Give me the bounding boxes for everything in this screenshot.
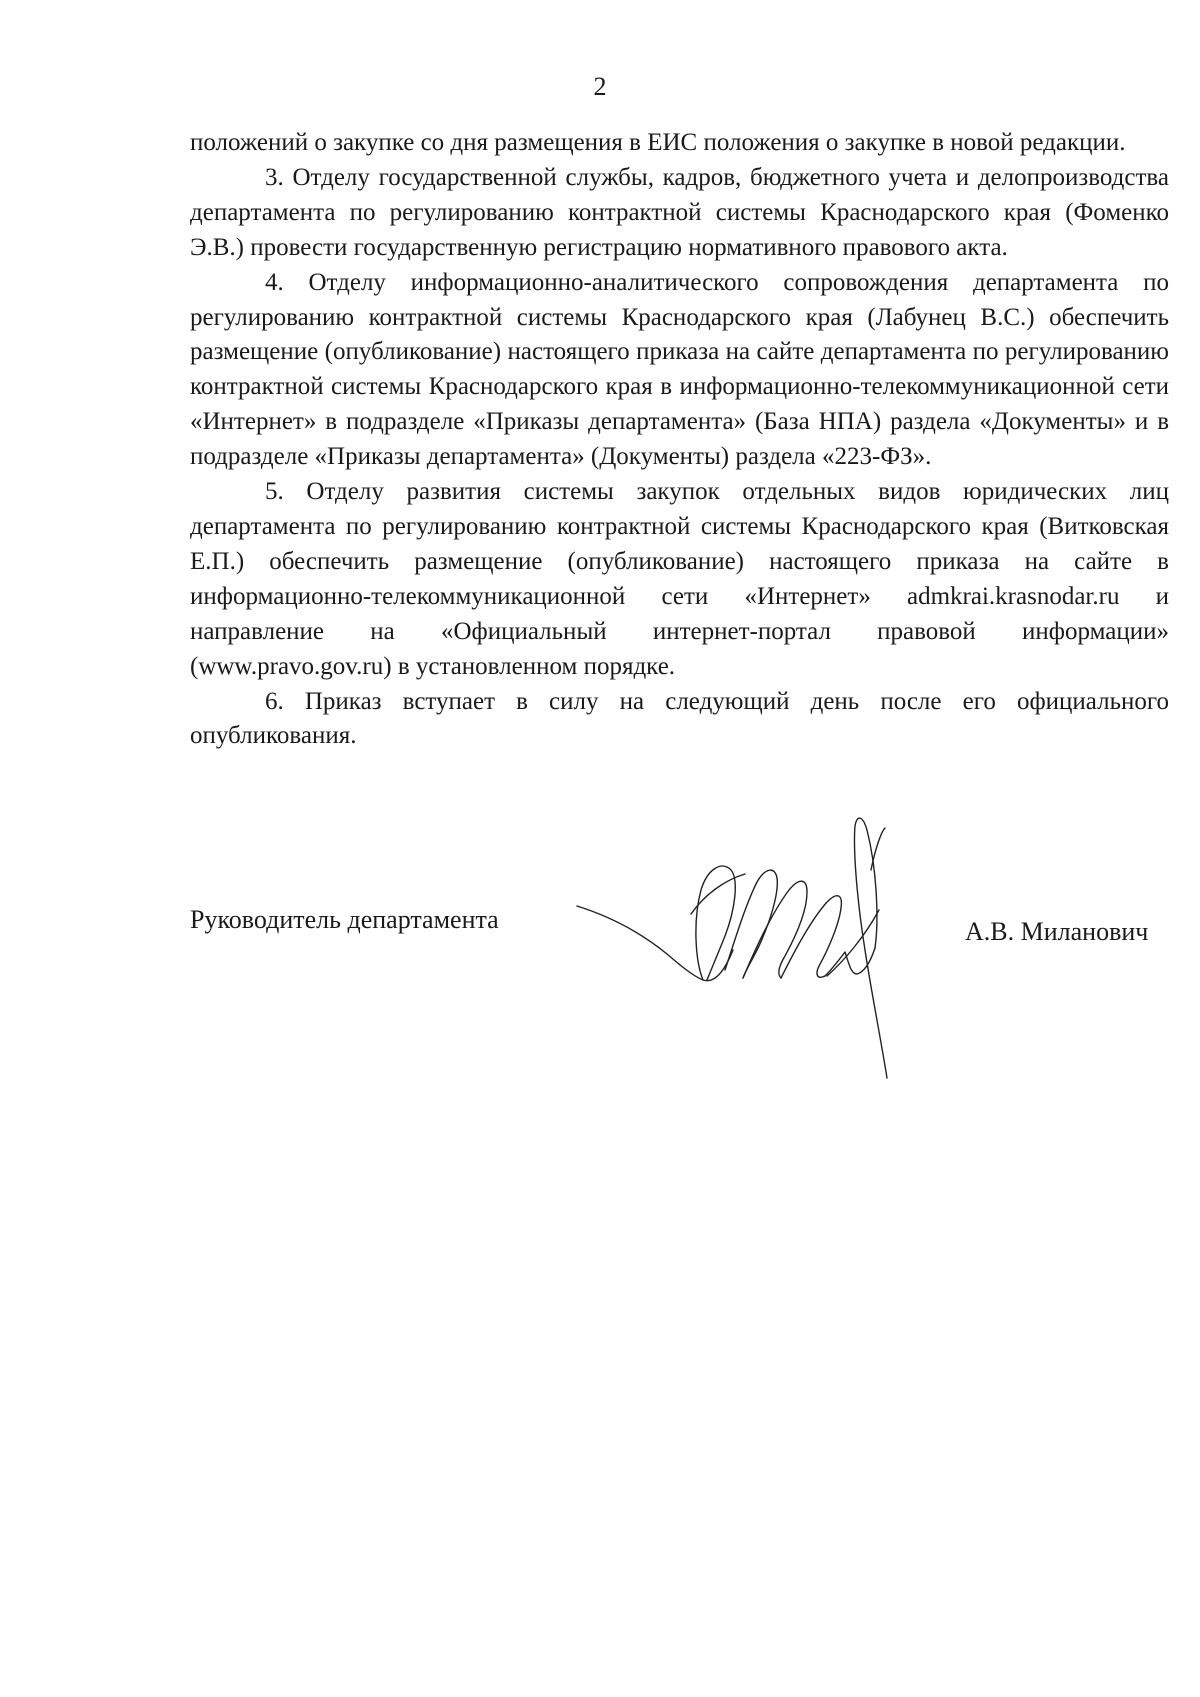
paragraph-item-6: 6. Приказ вступает в силу на следующий день после его официального опубликования. <box>190 687 1169 750</box>
paragraph-item-4: 4. Отделу информационно-аналитического сопровождения департамента по регулированию контрактной системы Краснодарского края (Лабунец В.С.) обеспечить размещение (опубликование) настоящего приказа на сайте департамента по регулированию контрактной системы Краснодарского края в информационно-телекоммуникационной сети «Интернет» в подразделе «Приказы департамента» (База НПА) раздела «Документы» и в подразделе «Приказы департамента» (Документы) раздела «223-ФЗ». <box>190 268 1169 471</box>
document-body <box>190 126 1169 754</box>
signatory-title: Руководитель департамента <box>190 905 499 934</box>
paragraph-continuation: положений о закупке со дня размещения в ЕИС положения о закупке в новой редакции. <box>190 129 1126 156</box>
signatory-name: А.В. Миланович <box>965 917 1149 946</box>
paragraph-item-3: 3. Отделу государственной службы, кадров, бюджетного учета и делопроизводства департамента по регулированию контрактной системы Краснодарского края (Фоменко Э.В.) провести государственную регистрацию нормативного правового акта. <box>190 163 1169 261</box>
handwritten-signature <box>575 810 975 1080</box>
page-number: 2 <box>593 72 607 101</box>
paragraph-item-5: 5. Отделу развития системы закупок отдельных видов юридических лиц департамента по регулированию контрактной системы Краснодарского края (Витковская Е.П.) обеспечить размещение (опубликование) настоящего приказа на сайте в информационно-телекоммуникационной сети «Интернет» admkrai.krasnodar.ru и направление на «Официальный интернет-портал правовой информации» (www.pravo.gov.ru) в установленном порядке. <box>190 478 1169 680</box>
